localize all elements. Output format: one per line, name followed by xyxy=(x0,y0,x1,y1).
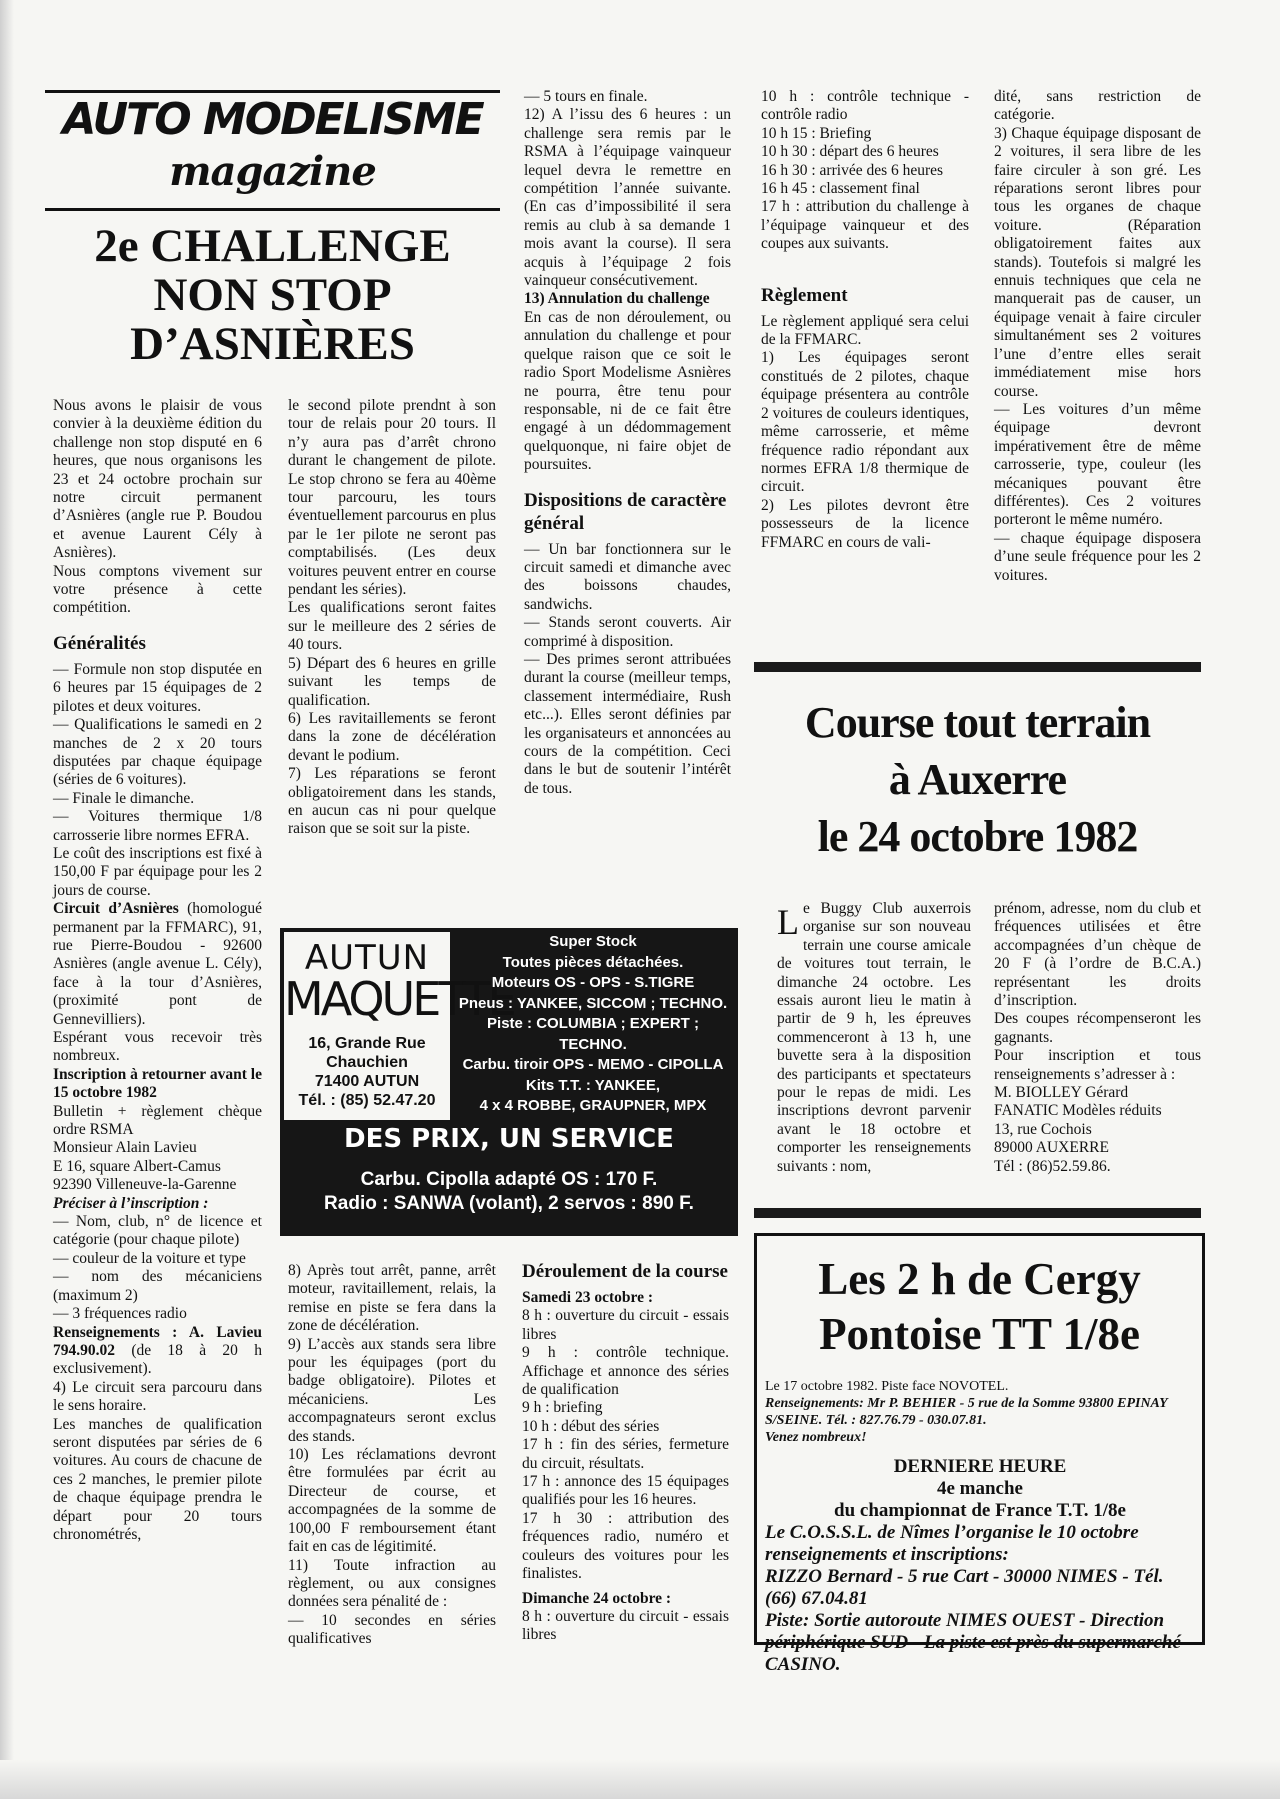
cergy-headline xyxy=(757,1252,1202,1362)
paragraph xyxy=(53,900,262,1029)
paragraph: — Des primes seront attribuées durant la course (meilleur temps, classement intermédiaire, Rush etc...). Elles seront définies par les organisateurs et annoncées au cours de la compétition. Ceci dans le but de soutenir l’intérêt de tous. xyxy=(524,650,731,797)
ad-offer-line: Carbu. Cipolla adapté OS : 170 F. xyxy=(360,1169,658,1190)
day-heading-dimanche: Dimanche 24 octobre : xyxy=(522,1589,672,1607)
ad-line: Super Stock xyxy=(549,933,637,950)
paragraph: Des coupes récompenseront les gagnants. xyxy=(994,1010,1201,1046)
paragraph: Pour inscription et tous renseignements s’adresser à : xyxy=(994,1047,1201,1083)
paragraph: — 10 secondes en séries qualificatives xyxy=(288,1611,496,1648)
headline-line-1: 2e CHALLENGE xyxy=(94,220,451,272)
section-heading-dispositions: Dispositions de caractère général xyxy=(524,489,727,534)
address-line: 92390 Villeneuve-la-Garenne xyxy=(53,1176,237,1194)
paragraph: — Les voitures d’un même équipage devront impérativement être de même carrosserie, type, couleur (les mécaniques pouvant être différentes). Ces 2 voitures porteront le même numéro. xyxy=(994,400,1201,529)
paragraph: — Finale le dimanche. xyxy=(53,789,195,807)
section-heading-deroulement: Déroulement de la course xyxy=(522,1261,728,1282)
paragraph: Le règlement appliqué sera celui de la FFMARC. xyxy=(761,312,969,349)
schedule-line: 8 h : ouverture du circuit - essais libres xyxy=(522,1307,729,1343)
intro-paragraph: Nous avons le plaisir de vous convier à la deuxième édition du challenge non stop disputé en 6 heures, que nous organisons les 23 et 24 octobre prochain sur notre circuit permanent d’Asnières (angle rue P. Boudou et avenue Laurent Cély à Asnières). xyxy=(53,397,262,562)
paragraph: 6) Les ravitaillements se feront dans la zone de décélération devant le podium. xyxy=(288,709,496,764)
article-column-2 xyxy=(288,397,496,839)
manche-heading: 4e manche xyxy=(936,1478,1023,1499)
paragraph: Les qualifications seront faites sur le meilleure des 2 séries de 40 tours. xyxy=(288,599,496,654)
article-headline xyxy=(45,222,500,369)
paragraph: — Stands seront couverts. Air comprimé à disposition. xyxy=(524,614,731,650)
nimes-contact: RIZZO Bernard - 5 rue Cart - 30000 NIMES - Tél. (66) 67.04.81 xyxy=(765,1566,1164,1609)
autun-maquette-advertisement xyxy=(280,928,738,1236)
cergy-contact: Renseignements: Mr P. BEHIER - 5 rue de la Somme 93800 EPINAY S/SEINE. Tél. : 827.76.79 - 030.07.81. xyxy=(765,1396,1168,1428)
cergy-top-bar xyxy=(754,1208,1201,1218)
paragraph: En cas de non déroulement, ou annulation du challenge et pour quelque raison que ce soit le radio Sport Modelisme Asnières ne pourra, être tenu pour responsable, ni de ce fait être engagé à un dédommagement quelquonque, ni faire objet de poursuites. xyxy=(524,308,731,474)
cergy-invite: Venez nombreux! xyxy=(765,1430,867,1445)
contact-line: Tél : (86)52.59.86. xyxy=(994,1157,1111,1175)
article-column-1 xyxy=(53,397,262,1544)
section-heading-generalites: Généralités xyxy=(53,632,146,654)
paragraph: — couleur de la voiture et type xyxy=(53,1249,246,1267)
page-edge-shadow xyxy=(0,0,14,1799)
ad-logo-autun: AUTUN xyxy=(304,938,430,978)
paragraph xyxy=(53,1324,262,1379)
annulation-heading: 13) Annulation du challenge xyxy=(524,290,710,308)
paragraph: 10) Les réclamations devront être formulées par écrit au Directeur de course, et accompagnées de la somme de 100,00 F remboursement étant fait en cas de légitimité. xyxy=(288,1446,496,1556)
cergy-pontoise-box xyxy=(754,1233,1205,1675)
masthead-title: AUTO MODELISME xyxy=(62,94,483,145)
preciser-label: Préciser à l’inscription : xyxy=(53,1194,209,1212)
paragraph: — Voitures thermique 1/8 carrosserie libre normes EFRA. xyxy=(53,808,262,844)
ad-logo-maquette: MAQUETTE xyxy=(284,972,514,1026)
ad-address-line: 16, Grande Rue xyxy=(308,1035,426,1052)
paragraph xyxy=(777,900,971,1176)
page-bottom-shadow xyxy=(0,1760,1280,1799)
schedule-line: 17 h : fin des séries, fermeture du circuit, résultats. xyxy=(522,1436,729,1472)
paragraph: 9) L’accès aux stands sera libre pour les équipages (port du badge obligatoire). Pilotes et mécaniciens. Les accompagnateurs seront exclus des stands. xyxy=(288,1335,496,1445)
paragraph: Bulletin + règlement chèque ordre RSMA xyxy=(53,1102,262,1139)
masthead-bottom-rule xyxy=(45,208,500,211)
ad-line: Toutes pièces détachées. xyxy=(502,953,684,971)
renseignements-label: Renseignements : A. Lavieu 794.90.02 xyxy=(53,1323,262,1359)
renseignements-text: (de 18 à 20 h exclusivement). xyxy=(53,1341,262,1378)
ad-address-line: 71400 AUTUN xyxy=(314,1073,420,1090)
paragraph: 4) Le circuit sera parcouru dans le sens horaire. xyxy=(53,1378,262,1415)
ad-line: Carbu. tiroir OPS - MEMO - CIPOLLA xyxy=(462,1056,724,1073)
paragraph: dité, sans restriction de catégorie. xyxy=(994,88,1201,124)
magazine-masthead xyxy=(45,90,500,218)
circuit-text: (homologué permanent par la FFMARC), 91, rue Pierre-Boudou - 92600 Asnières (angle avenue L. Cély), face à la tour d’Asnières, (proximité pont de Gennevilliers). xyxy=(53,900,262,1028)
day-heading-samedi: Samedi 23 octobre : xyxy=(522,1289,654,1306)
ad-line: Pneus : YANKEE, SICCOM ; TECHNO. xyxy=(458,994,728,1012)
drop-cap: L xyxy=(777,902,799,942)
cergy-body xyxy=(765,1378,1195,1676)
paragraph: Espérant vous recevoir très nombreux. xyxy=(53,1029,262,1065)
paragraph: — chaque équipage disposera d’une seule fréquence pour les 2 voitures. xyxy=(994,529,1201,584)
paragraph: — Nom, club, n° de licence et catégorie (pour chaque pilote) xyxy=(53,1213,262,1249)
ad-line: Kits T.T. : YANKEE, xyxy=(525,1076,661,1094)
schedule-line: 9 h : contrôle technique. Affichage et annonce des séries de qualification xyxy=(522,1344,729,1399)
auxerre-headline xyxy=(754,694,1201,865)
paragraph: prénom, adresse, nom du club et fréquences utilisées et être accompagnées d’un chèque de 20 F (à l’ordre de B.C.A.) représentant les droits d’inscription. xyxy=(994,900,1201,1010)
paragraph: le second pilote prendnt à son tour de relais pour 20 tours. Il n’y aura pas d’arrêt chrono durant le changement de pilote. Le stop chrono se fera au 40ème tour parcouru, les tours éventuellement parcourus en plus par le 1er pilote ne seront pas comptabilisés. (Les deux voitures peuvent entrer en course pendant les séries). xyxy=(288,397,496,599)
paragraph: 3) Chaque équipage disposant de 2 voitures, il sera libre de les faire circuler à son gré. Les réparations seront libres pour tous les organes de chaque voiture. (Réparation obligatoirement faites aux stands). Toutefois si malgré les ennuis techniques que cela ne manquerait pas de causer, un équipage venait à faire circuler simultanément ses 2 voitures l’une d’entre elles serait immédiatement mise hors course. xyxy=(994,124,1201,400)
ad-address xyxy=(284,1034,450,1110)
ad-phone: Tél. : (85) 52.47.20 xyxy=(298,1092,436,1109)
paragraph: 8) Après tout arrêt, panne, arrêt moteur, ravitaillement, relais, la remise en piste se fera dans la zone de décélération. xyxy=(288,1262,496,1335)
article-column-5 xyxy=(994,88,1201,585)
schedule-line: 10 h 15 : Briefing xyxy=(761,124,872,142)
nimes-announcement: Le C.O.S.S.L. de Nîmes l’organise le 10 octobre renseignements et inscriptions: xyxy=(765,1522,1139,1565)
paragraph: 7) Les réparations se feront obligatoirement dans les stands, en aucun cas ni pour quelque raison que se soit sur la piste. xyxy=(288,765,496,838)
cergy-headline-line: Les 2 h de Cergy xyxy=(818,1254,1141,1304)
article-column-3-continued xyxy=(522,1256,729,1645)
schedule-line: 17 h : attribution du challenge à l’équipage vainqueur et des coupes aux suivants. xyxy=(761,198,969,253)
cergy-headline-line: Pontoise TT 1/8e xyxy=(819,1309,1140,1359)
article-column-3 xyxy=(524,88,731,798)
ad-stock-list xyxy=(452,932,734,1117)
auxerre-column-right xyxy=(994,900,1201,1176)
auxerre-headline-line: le 24 octobre 1982 xyxy=(817,812,1138,861)
paragraph: — Qualifications le samedi en 2 manches de 2 x 20 tours disputées par chaque équipage (séries de 6 voitures). xyxy=(53,716,262,789)
paragraph: 1) Les équipages seront constitués de 2 pilotes, chaque équipage présentera au contrôle 2 voitures de couleurs identiques, même carrosserie, et même fréquence radio répondant aux normes EFRA 1/8 thermique de circuit. xyxy=(761,349,969,496)
intro-paragraph-2: Nous comptons vivement sur votre présence à cette compétition. xyxy=(53,562,262,617)
schedule-line: 17 h : annonce des 15 équipages qualifiés pour les 16 heures. xyxy=(522,1473,729,1509)
schedule-line: 10 h : contrôle technique - contrôle radio xyxy=(761,88,969,124)
contact-line: 89000 AUXERRE xyxy=(994,1139,1109,1157)
contact-line: FANATIC Modèles réduits xyxy=(994,1102,1162,1120)
schedule-line: 16 h 45 : classement final xyxy=(761,180,920,198)
auxerre-headline-line: Course tout terrain xyxy=(804,698,1151,747)
schedule-line: 8 h : ouverture du circuit - essais libres xyxy=(522,1607,729,1644)
schedule-line: 10 h 30 : départ des 6 heures xyxy=(761,143,939,161)
paragraph: 12) A l’issu des 6 heures : un challenge sera remis par le RSMA à l’équipage vainqueur lequel devra le remettre en compétition l’année suivante. (En cas d’impossibilité il sera remis au club à sa demande 1 mois avant la course). Il sera acquis à l’équipage 2 fois vainqueur consécutivement. xyxy=(524,106,731,290)
article-column-2-continued xyxy=(288,1262,496,1649)
derniere-heure-heading: DERNIERE HEURE xyxy=(893,1456,1067,1477)
circuit-label: Circuit d’Asnières xyxy=(53,900,179,918)
ad-offer-line: Radio : SANWA (volant), 2 servos : 890 F. xyxy=(324,1193,694,1214)
cergy-date: Le 17 octobre 1982. Piste face NOVOTEL. xyxy=(765,1379,1009,1394)
headline-line-2: NON STOP xyxy=(153,269,392,321)
championnat-heading: du championnat de France T.T. 1/8e xyxy=(834,1500,1126,1521)
paragraph: — Formule non stop disputée en 6 heures par 15 équipages de 2 pilotes et deux voitures. xyxy=(53,660,262,715)
ad-address-line: Chauchien xyxy=(326,1054,408,1071)
paragraph: — Un bar fonctionnera sur le circuit samedi et dimanche avec des boissons chaudes, sandwichs. xyxy=(524,540,731,613)
ad-line: Moteurs OS - OPS - S.TIGRE xyxy=(491,974,695,991)
masthead-subtitle: magazine xyxy=(169,148,376,195)
paragraph: — 5 tours en finale. xyxy=(524,88,648,105)
paragraph: 11) Toute infraction au règlement, ou aux consignes données sera pénalité de : xyxy=(288,1556,496,1611)
ad-slogan: DES PRIX, UN SERVICE xyxy=(344,1124,674,1154)
address-line: Monsieur Alain Lavieu xyxy=(53,1139,197,1157)
inscription-deadline: Inscription à retourner avant le 15 octobre 1982 xyxy=(53,1065,262,1102)
paragraph: — 3 fréquences radio xyxy=(53,1305,187,1323)
schedule-line: 9 h : briefing xyxy=(522,1399,603,1417)
auxerre-top-bar xyxy=(754,662,1201,672)
masthead-top-rule xyxy=(45,90,500,93)
headline-line-3: D’ASNIÈRES xyxy=(130,318,415,370)
paragraph: 5) Départ des 6 heures en grille suivant les temps de qualification. xyxy=(288,654,496,709)
paragraph: Les manches de qualification seront disputées par séries de 6 voitures. Au cours de chacune de ces 2 manches, le premier pilote de chaque équipage prendra le départ pour 20 tours chronométrés, xyxy=(53,1415,262,1543)
contact-line: 13, rue Cochois xyxy=(994,1120,1092,1138)
auxerre-text: e Buggy Club auxerrois organise sur son nouveau terrain une course amicale de voitures tout terrain, le dimanche 24 octobre. Les essais auront lieu le matin à partir de 9 h, les épreuves commenceront à 13 h, une buvette sera à la disposition des participants et spectateurs pour le repas de midi. Les inscriptions devront parvenir avant le 18 octobre et comporter les renseignements suivants : nom, xyxy=(777,900,971,1175)
ad-line: 4 x 4 ROBBE, GRAUPNER, MPX xyxy=(479,1097,707,1114)
address-line: E 16, square Albert-Camus xyxy=(53,1157,221,1175)
ad-offers xyxy=(280,1168,738,1216)
section-heading-reglement: Règlement xyxy=(761,284,848,306)
contact-line: M. BIOLLEY Gérard xyxy=(994,1084,1129,1102)
paragraph: 2) Les pilotes devront être possesseurs de la licence FFMARC en cours de vali- xyxy=(761,496,969,551)
paragraph: — nom des mécaniciens (maximum 2) xyxy=(53,1268,262,1304)
schedule-line: 10 h : début des séries xyxy=(522,1417,660,1435)
auxerre-column-left xyxy=(777,900,971,1176)
nimes-directions: Piste: Sortie autoroute NIMES OUEST - Direction périphérique SUD - La piste est près du supermarché CASINO. xyxy=(765,1610,1181,1675)
ad-line: Piste : COLUMBIA ; EXPERT ; TECHNO. xyxy=(487,1015,699,1053)
article-column-4 xyxy=(761,88,969,552)
paragraph: Le coût des inscriptions est fixé à 150,00 F par équipage pour les 2 jours de course. xyxy=(53,844,262,899)
schedule-line: 16 h 30 : arrivée des 6 heures xyxy=(761,161,944,179)
schedule-line: 17 h 30 : attribution des fréquences radio, numéro et couleurs des voitures pour les finalistes. xyxy=(522,1509,729,1583)
auxerre-headline-line: à Auxerre xyxy=(888,755,1067,804)
